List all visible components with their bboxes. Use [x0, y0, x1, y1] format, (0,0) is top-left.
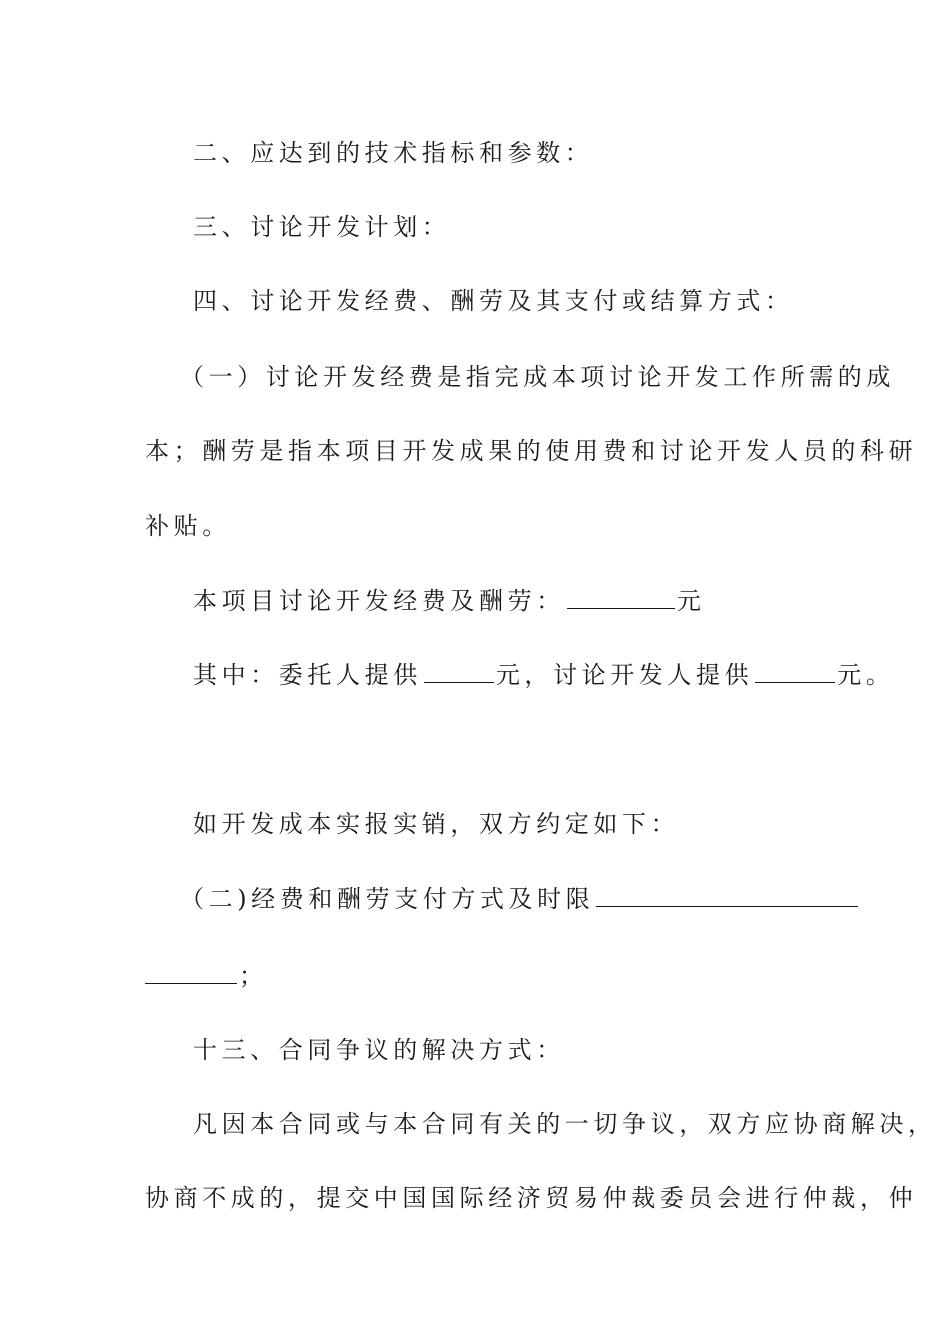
client-amount-blank — [424, 662, 494, 683]
payment-terms-label: （二)经费和酬劳支付方式及时限 — [180, 885, 595, 913]
payment-terms-blank — [596, 886, 858, 907]
fee-split-label: 其中：委托人提供 — [193, 661, 422, 689]
section-heading-2: 二、应达到的技术指标和参数： — [193, 139, 594, 167]
paragraph-line: （一）讨论开发经费是指完成本项讨论开发工作所需的成 — [180, 363, 895, 391]
paragraph-line: 补贴。 — [145, 512, 231, 540]
fee-split-middle: 元，讨论开发人提供 — [495, 661, 754, 689]
payment-terms-semicolon: ； — [239, 962, 268, 990]
section-heading-3: 三、讨论开发计划： — [193, 213, 451, 241]
developer-amount-blank — [755, 662, 835, 683]
payment-terms-blank-continued — [145, 963, 237, 984]
fee-split-end: 元。 — [837, 661, 895, 689]
paragraph-line: 凡因本合同或与本合同有关的一切争议，双方应协商解决， — [193, 1110, 937, 1138]
paragraph-line: 本；酬劳是指本项目开发成果的使用费和讨论开发人员的科研 — [145, 437, 918, 465]
fee-total-line — [193, 587, 705, 615]
fee-total-blank — [567, 588, 675, 609]
fee-total-label: 本项目讨论开发经费及酬劳： — [193, 587, 565, 615]
section-heading-13: 十三、合同争议的解决方式： — [193, 1036, 565, 1064]
paragraph-line: 协商不成的，提交中国国际经济贸易仲裁委员会进行仲裁，仲 — [145, 1184, 918, 1212]
fee-total-unit: 元 — [676, 587, 706, 615]
payment-terms-line — [180, 885, 860, 913]
paragraph-line: 如开发成本实报实销，双方约定如下： — [193, 810, 680, 838]
fee-split-line — [193, 661, 894, 689]
section-heading-4: 四、讨论开发经费、酬劳及其支付或结算方式： — [193, 287, 794, 315]
payment-terms-continued-line — [145, 962, 268, 990]
